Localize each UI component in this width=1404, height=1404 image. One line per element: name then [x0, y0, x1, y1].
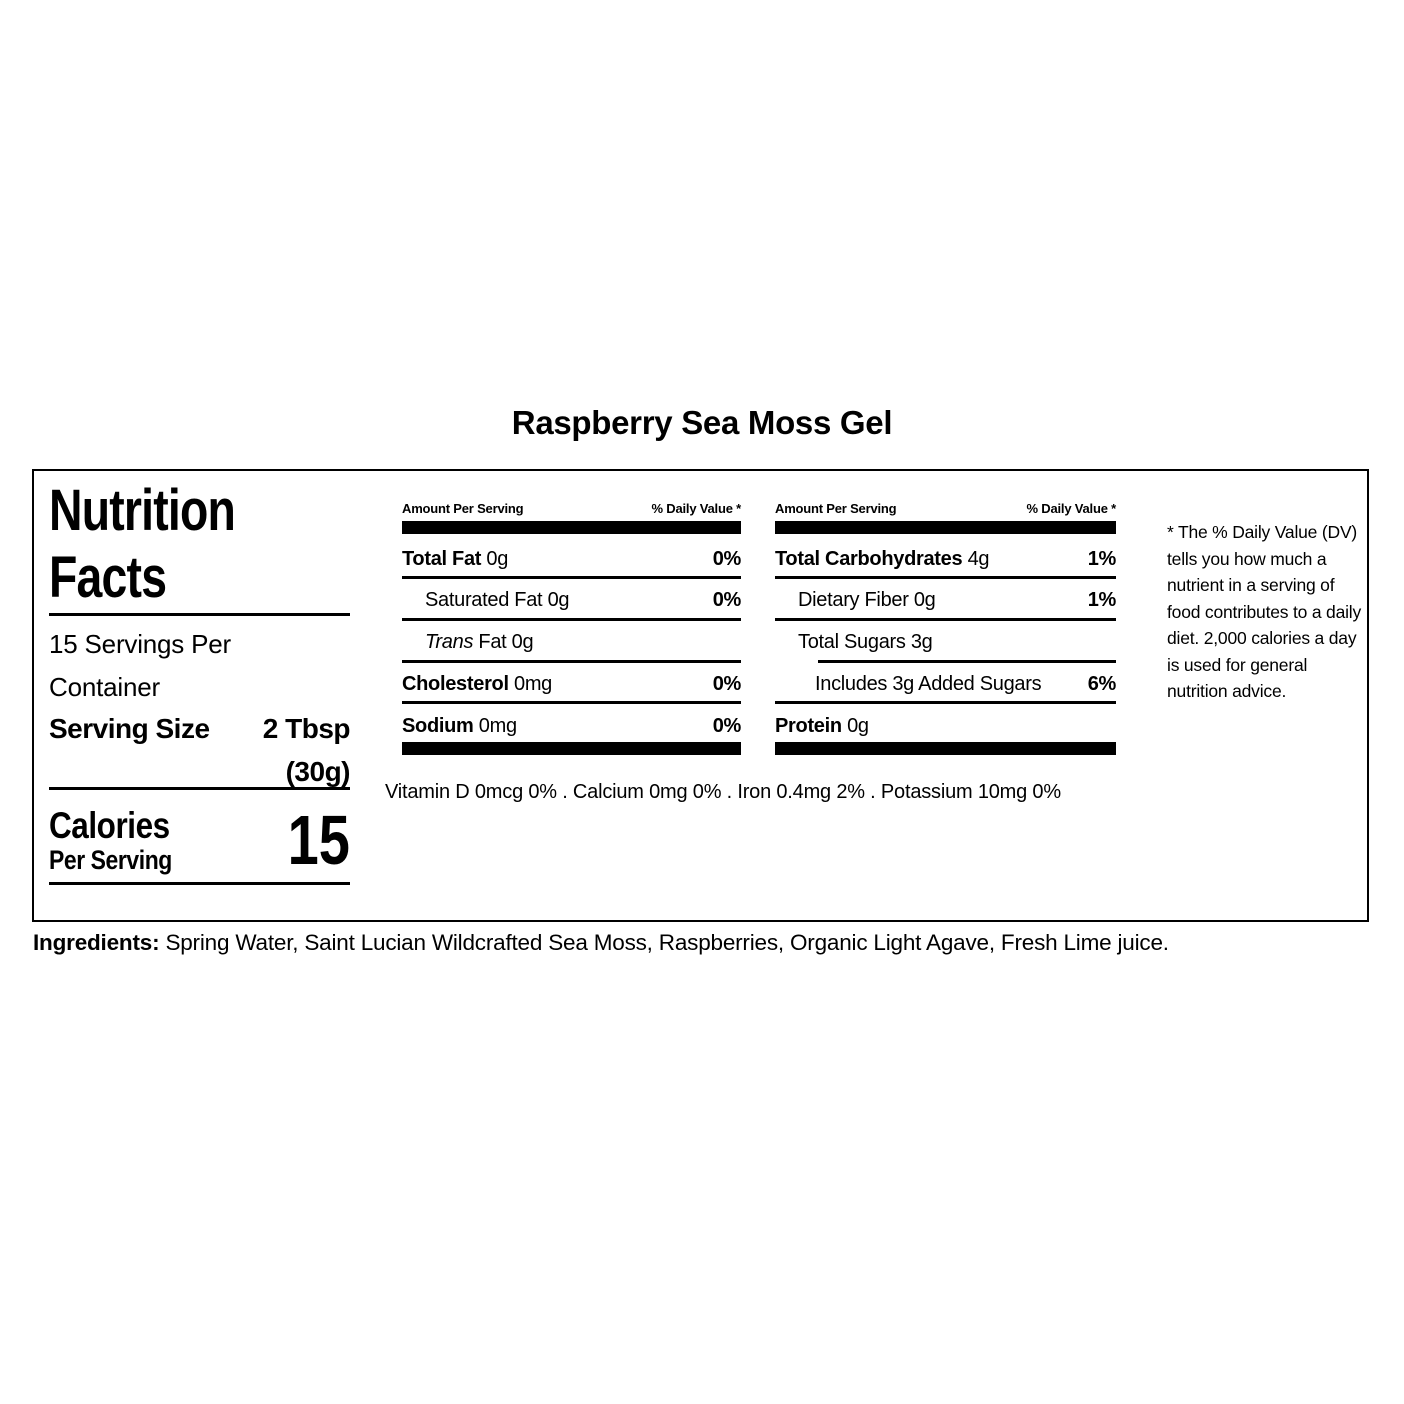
nf-title-line1: Nutrition: [49, 478, 236, 543]
trans-fat-label-italic: Trans: [425, 630, 474, 653]
column-header: [775, 499, 1116, 517]
row-total-carbohydrates: [775, 545, 1116, 573]
row-cholesterol: [402, 670, 741, 698]
daily-value-footnote: * The % Daily Value (DV) tells you how much a nutrient in a serving of food contributes to a daily diet. 2,000 calories a day is used for general nutrition advice.: [1167, 522, 1362, 701]
row-total-sugars: [775, 628, 1116, 656]
amount-per-serving-header: Amount Per Serving: [402, 500, 524, 516]
serving-size-value: 2 Tbsp: [262, 713, 350, 744]
nf-title-line2: Facts: [49, 545, 167, 610]
trans-fat-label: Fat: [478, 630, 507, 653]
divider: [49, 613, 350, 616]
ingredients-line: [33, 930, 1373, 956]
cholesterol-label: Cholesterol: [402, 672, 509, 695]
sodium-amount: 0mg: [478, 714, 517, 737]
added-sugars-dv: 6%: [1087, 672, 1116, 695]
divider: [402, 618, 741, 621]
calories-labels: [49, 807, 194, 875]
fat-column: [402, 471, 741, 920]
product-title: Raspberry Sea Moss Gel: [511, 404, 893, 441]
saturated-fat-label: Saturated Fat: [425, 588, 543, 611]
carb-column: [775, 471, 1116, 920]
row-total-fat: [402, 545, 741, 573]
ingredients-text: Spring Water, Saint Lucian Wildcrafted Sea Moss, Raspberries, Organic Light Agave, Fresh Lime juice.: [165, 930, 1169, 955]
divider: [775, 618, 1116, 621]
serving-size-label: Serving Size: [49, 713, 210, 744]
micronutrients-line: Vitamin D 0mcg 0% . Calcium 0mg 0% . Iron 0.4mg 2% . Potassium 10mg 0%: [385, 781, 1061, 803]
divider: [402, 576, 741, 579]
total-fat-dv: 0%: [712, 547, 741, 570]
daily-value-header: % Daily Value *: [651, 500, 741, 516]
divider: [818, 660, 1116, 663]
divider: [775, 576, 1116, 579]
calories-value: 15: [287, 801, 350, 879]
nutrition-facts-title: [49, 477, 235, 611]
serving-size-weight: (30g): [285, 756, 350, 787]
sodium-label: Sodium: [402, 714, 474, 737]
calories-label: Calories: [49, 805, 170, 846]
amount-per-serving-header: Amount Per Serving: [775, 500, 897, 516]
protein-amount: 0g: [847, 714, 869, 737]
row-sodium: [402, 712, 741, 740]
dietary-fiber-dv: 1%: [1087, 588, 1116, 611]
dietary-fiber-amount: 0g: [913, 588, 936, 611]
row-dietary-fiber: [775, 586, 1116, 614]
column-header: [402, 499, 741, 517]
thick-bar: [775, 521, 1116, 534]
thick-bar: [402, 521, 741, 534]
servings-per-container: 15 Servings Per Container: [49, 629, 231, 702]
total-fat-label: Total Fat: [402, 547, 482, 570]
row-protein: [775, 712, 1116, 740]
total-carbohydrates-amount: 4g: [967, 547, 990, 570]
total-carbohydrates-dv: 1%: [1087, 547, 1116, 570]
divider: [775, 701, 1116, 704]
saturated-fat-dv: 0%: [712, 588, 741, 611]
sodium-dv: 0%: [712, 714, 741, 737]
cholesterol-dv: 0%: [712, 672, 741, 695]
total-sugars-amount: 3g: [910, 630, 933, 653]
trans-fat-amount: 0g: [511, 630, 534, 653]
nutrition-facts-panel: [32, 469, 1369, 922]
saturated-fat-amount: 0g: [547, 588, 570, 611]
total-carbohydrates-label: Total Carbohydrates: [775, 547, 963, 570]
calories-sublabel: Per Serving: [49, 845, 172, 875]
divider: [49, 882, 350, 885]
calories-row: [49, 801, 350, 879]
thick-bar: [402, 742, 741, 755]
divider: [49, 787, 350, 790]
dietary-fiber-label: Dietary Fiber: [798, 588, 909, 611]
row-added-sugars: [775, 670, 1116, 698]
ingredients-label: Ingredients:: [33, 930, 160, 955]
divider: [402, 701, 741, 704]
cholesterol-amount: 0mg: [514, 672, 553, 695]
daily-value-header: % Daily Value *: [1026, 500, 1116, 516]
added-sugars-label: Includes 3g Added Sugars: [815, 672, 1042, 695]
serving-size-row: [49, 712, 350, 746]
row-saturated-fat: [402, 586, 741, 614]
thick-bar: [775, 742, 1116, 755]
row-trans-fat: [402, 628, 741, 656]
divider: [402, 660, 741, 663]
total-fat-amount: 0g: [486, 547, 509, 570]
protein-label: Protein: [775, 714, 842, 737]
total-sugars-label: Total Sugars: [798, 630, 906, 653]
